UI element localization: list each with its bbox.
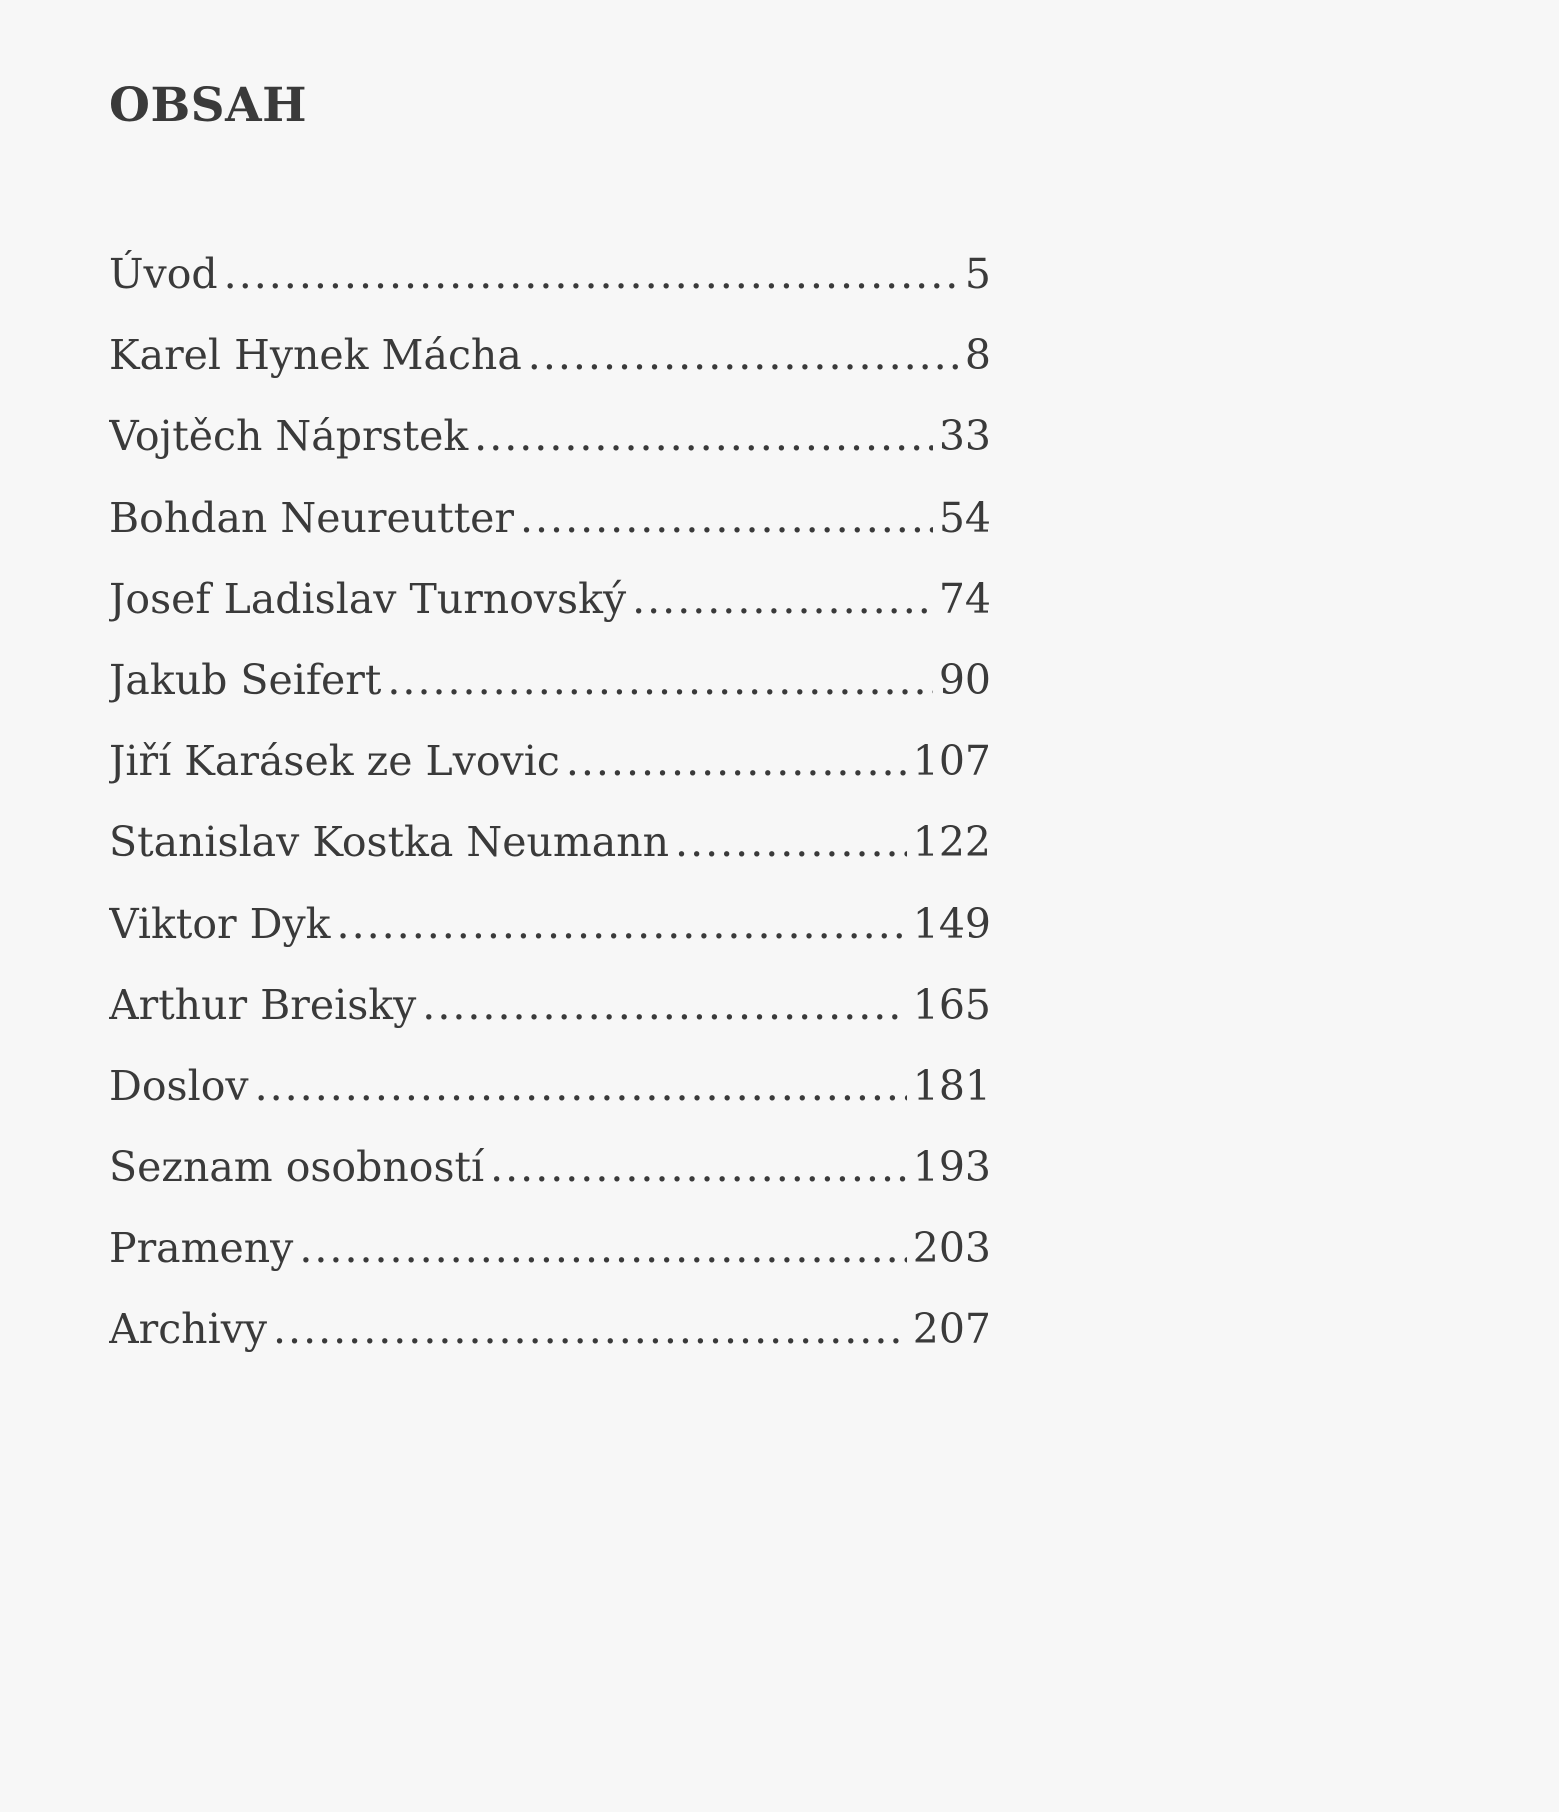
dot-leader (422, 981, 906, 1029)
toc-entry-page: 90 (938, 655, 991, 704)
toc-entry-title: Prameny (109, 1224, 294, 1273)
toc-entry (109, 1305, 991, 1386)
dot-leader (490, 1143, 907, 1191)
toc-entry-title: Bohdan Neureutter (109, 493, 514, 542)
toc-entry-page: 193 (912, 1143, 991, 1192)
dot-leader (387, 656, 932, 704)
dot-leader (224, 250, 959, 298)
toc-entry (109, 737, 991, 818)
dot-leader (566, 737, 907, 785)
toc-entry-title: Úvod (109, 250, 218, 298)
toc-entry-page: 203 (912, 1224, 991, 1273)
table-of-contents (109, 250, 991, 1387)
toc-entry-title: Archivy (109, 1305, 268, 1354)
toc-entry (109, 1062, 991, 1143)
toc-entry-page: 181 (912, 1061, 991, 1110)
dot-leader (520, 494, 933, 542)
toc-entry-page: 122 (912, 818, 991, 867)
toc-entry-title: Vojtěch Náprstek (109, 412, 469, 461)
toc-entry (109, 412, 991, 493)
toc-entry (109, 494, 991, 575)
toc-entry-page: 165 (912, 980, 991, 1029)
toc-entry-page: 54 (938, 493, 991, 542)
toc-entry-page: 8 (964, 331, 991, 380)
toc-entry-title: Jiří Karásek ze Lvovic (109, 737, 560, 786)
dot-leader (255, 1062, 907, 1110)
toc-entry (109, 900, 991, 981)
toc-entry-page: 74 (938, 574, 991, 623)
page-title: OBSAH (109, 78, 307, 133)
dot-leader (273, 1305, 907, 1353)
toc-entry-title: Seznam osobností (109, 1143, 485, 1192)
toc-entry (109, 981, 991, 1062)
toc-entry-page: 5 (964, 250, 991, 298)
toc-entry (109, 818, 991, 899)
toc-entry-title: Viktor Dyk (109, 899, 331, 948)
toc-entry-title: Josef Ladislav Turnovský (109, 574, 627, 623)
dot-leader (675, 818, 907, 866)
toc-entry-page: 107 (912, 737, 991, 786)
toc-entry-page: 33 (938, 412, 991, 461)
toc-entry (109, 250, 991, 331)
dot-leader (528, 331, 959, 379)
toc-entry-page: 149 (912, 899, 991, 948)
toc-entry (109, 575, 991, 656)
toc-entry (109, 1224, 991, 1305)
toc-entry-title: Jakub Seifert (109, 655, 382, 704)
toc-entry (109, 1143, 991, 1224)
dot-leader (337, 900, 907, 948)
dot-leader (299, 1224, 906, 1272)
toc-entry-page: 207 (912, 1305, 991, 1354)
toc-entry-title: Karel Hynek Mácha (109, 331, 522, 380)
toc-entry (109, 331, 991, 412)
toc-entry-title: Doslov (109, 1061, 249, 1110)
dot-leader (632, 575, 933, 623)
toc-entry-title: Stanislav Kostka Neumann (109, 818, 670, 867)
toc-entry (109, 656, 991, 737)
toc-entry-title: Arthur Breisky (109, 980, 417, 1029)
dot-leader (474, 412, 933, 460)
